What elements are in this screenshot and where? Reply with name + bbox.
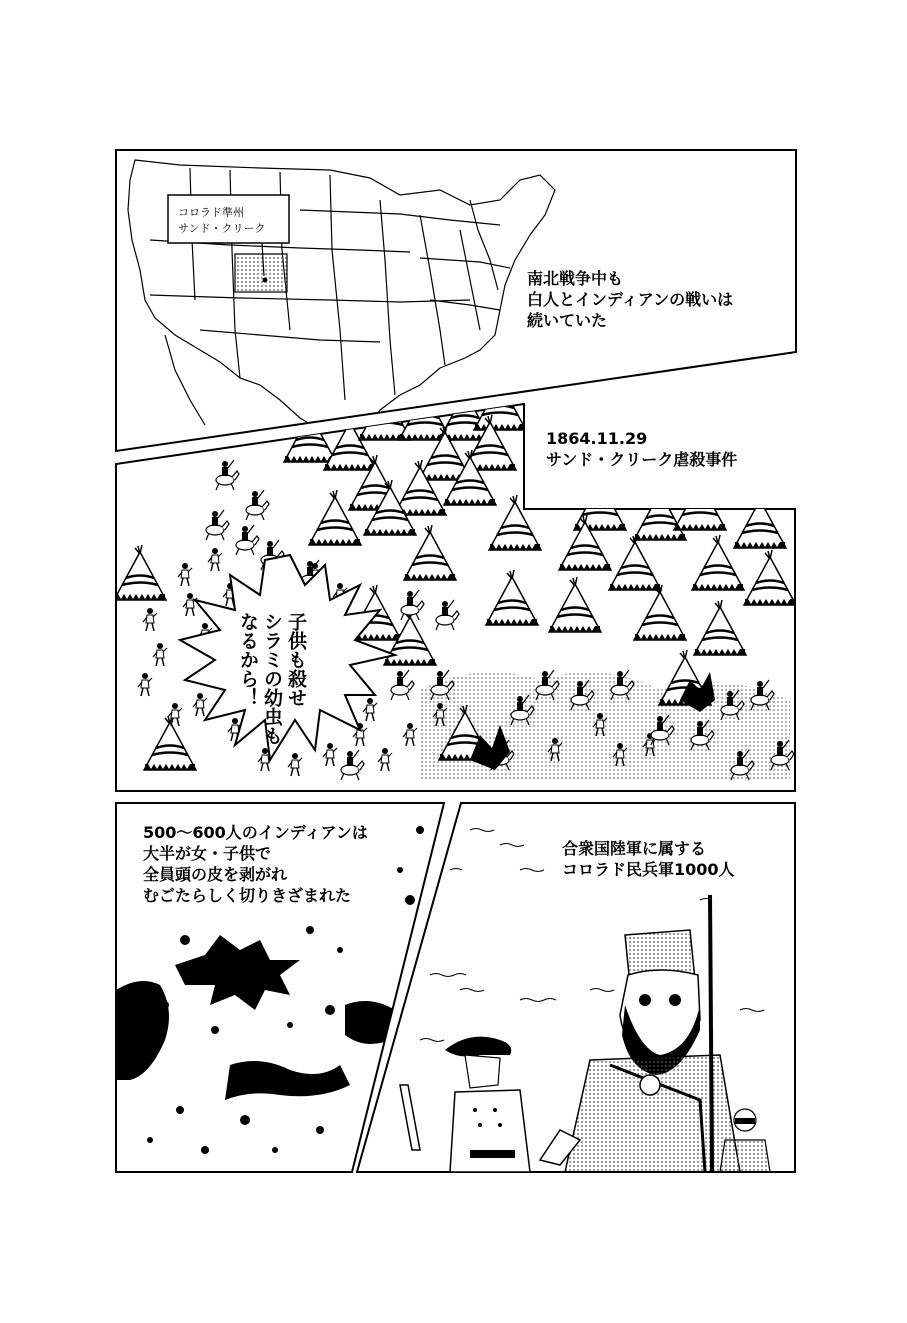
smoke-cloud [420,672,790,780]
panel2-event-title: サンド・クリーク虐殺事件 [546,450,738,469]
panel3-caption: 500〜600人のインディアンは 大半が女・子供で 全員頭の皮を剥がれ むごたらしく切りきざまれた [143,823,368,905]
map-label-line2: サンド・クリーク [178,222,266,235]
panel4-caption: 合衆国陸軍に属する コロラド民兵軍1000人 [562,839,735,879]
sand-creek-marker [263,278,268,283]
panel1-caption: 南北戦争中も 白人とインディアンの戦いは 続いていた [527,269,734,330]
map-label-line1: コロラド準州 [178,206,244,219]
panel2-date: 1864.11.29 [546,429,648,448]
colorado-highlight [235,254,287,292]
shout-text: 子供も殺せ シラミの幼虫も なるから！ [237,612,307,745]
